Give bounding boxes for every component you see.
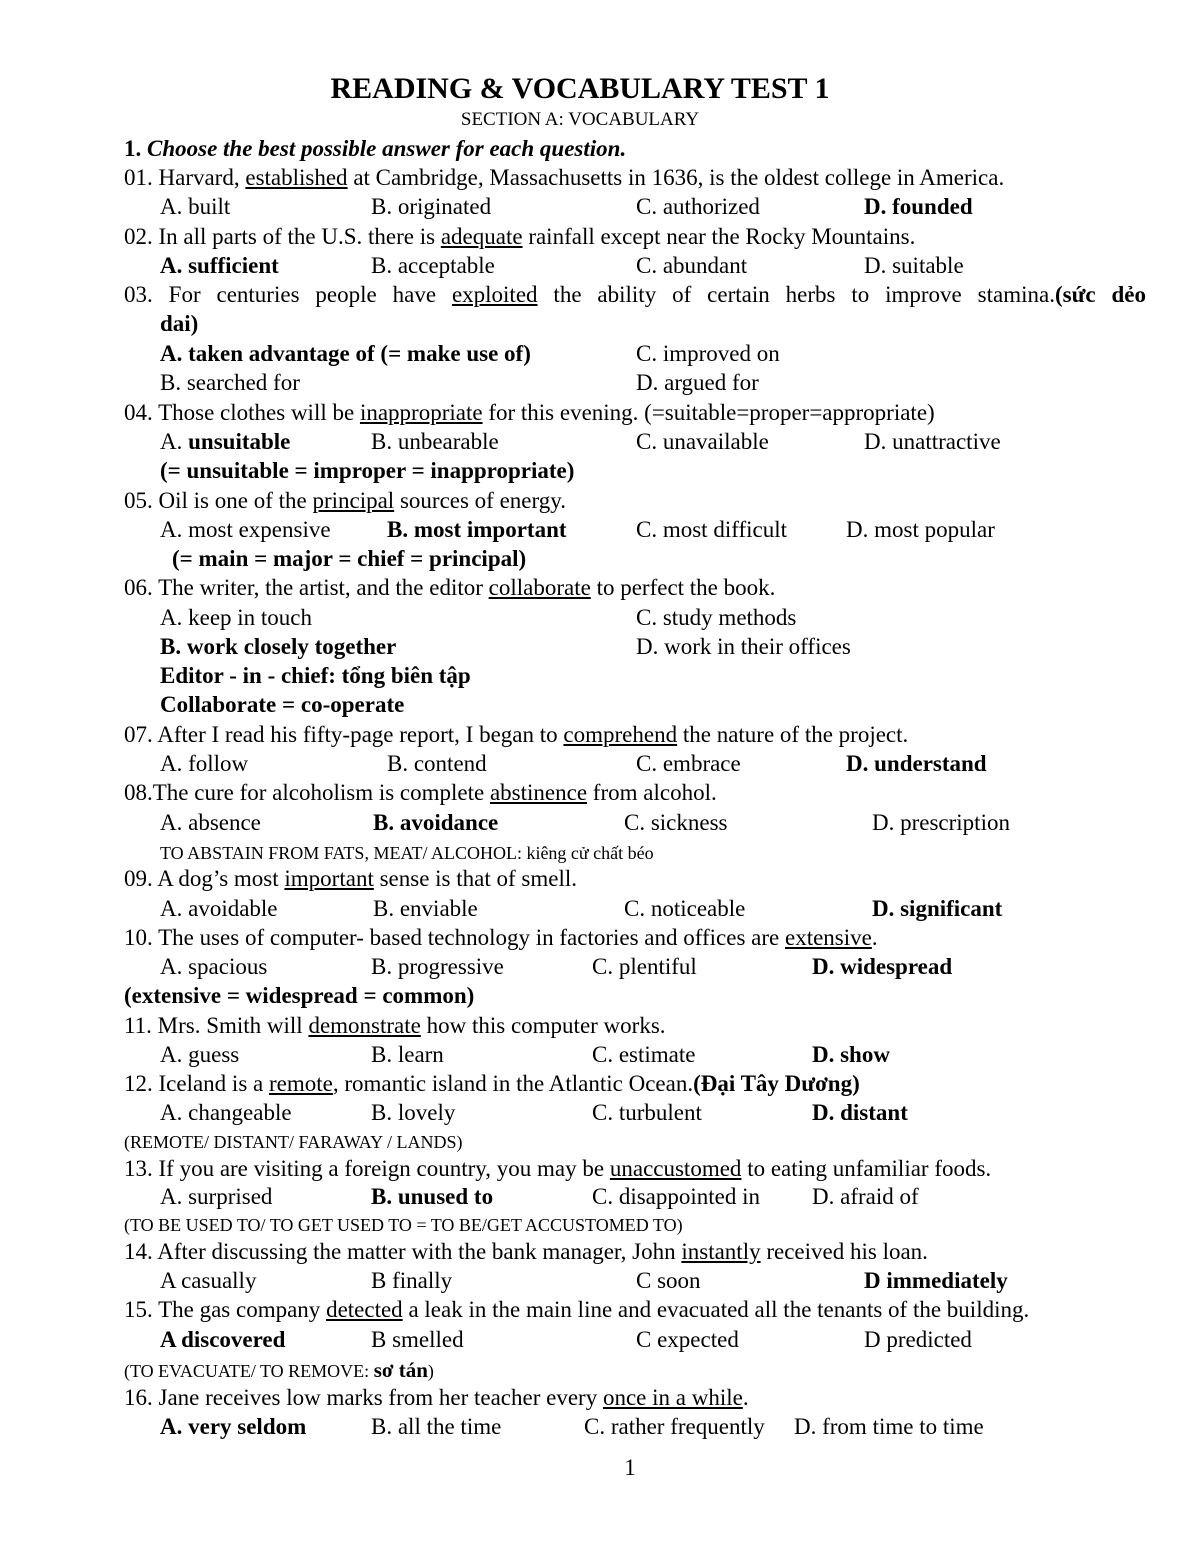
- option-01-d: D. founded: [864, 194, 973, 219]
- option-15-b: B smelled: [371, 1327, 464, 1352]
- instruction: 1. Choose the best possible answer for each question.: [124, 136, 627, 161]
- option-15-a: A discovered: [160, 1327, 286, 1352]
- option-14-a: A casually: [160, 1268, 257, 1293]
- question-14: 14. After discussing the matter with the bank manager, John instantly received his loan.: [124, 1239, 928, 1264]
- option-09-b: B. enviable: [373, 896, 478, 921]
- option-15-d: D predicted: [864, 1327, 972, 1352]
- option-16-a: A. very seldom: [160, 1414, 307, 1439]
- question-05: 05. Oil is one of the principal sources of energy.: [124, 488, 567, 513]
- option-06-d: D. work in their offices: [636, 634, 851, 659]
- option-14-c: C soon: [636, 1268, 701, 1293]
- question-16: 16. Jane receives low marks from her teacher every once in a while.: [124, 1385, 749, 1410]
- option-02-b: B. acceptable: [371, 253, 495, 278]
- target-word: established: [245, 165, 348, 190]
- option-07-c: C. embrace: [636, 751, 741, 776]
- question-04-note: (= unsuitable = improper = inappropriate): [160, 458, 575, 483]
- question-13-note: (TO BE USED TO/ TO GET USED TO = TO BE/GET ACCUSTOMED TO): [124, 1215, 683, 1235]
- option-02-c: C. abundant: [636, 253, 748, 278]
- option-16-b: B. all the time: [371, 1414, 502, 1439]
- option-16-d: D. from time to time: [794, 1414, 984, 1439]
- option-13-d: D. afraid of: [812, 1184, 919, 1209]
- question-02: 02. In all parts of the U.S. there is adequate rainfall except near the Rocky Mountains.: [124, 224, 916, 249]
- option-04-d: D. unattractive: [864, 429, 1001, 454]
- option-07-a: A. follow: [160, 751, 249, 776]
- option-08-c: C. sickness: [624, 810, 728, 835]
- option-10-a: A. spacious: [160, 954, 268, 979]
- question-06: 06. The writer, the artist, and the editor collaborate to perfect the book.: [124, 575, 776, 600]
- option-10-b: B. progressive: [371, 954, 504, 979]
- option-14-b: B finally: [371, 1268, 453, 1293]
- question-03-note: dai): [160, 311, 199, 336]
- option-04-c: C. unavailable: [636, 429, 769, 454]
- question-07: 07. After I read his fifty-page report, I began to comprehend the nature of the project.: [124, 722, 909, 747]
- option-04-b: B. unbearable: [371, 429, 499, 454]
- option-12-c: C. turbulent: [592, 1100, 702, 1125]
- option-12-b: B. lovely: [371, 1100, 456, 1125]
- option-13-a: A. surprised: [160, 1184, 273, 1209]
- option-02-d: D. suitable: [864, 253, 964, 278]
- option-03-d: D. argued for: [636, 370, 759, 395]
- question-06-note-2: Collaborate = co-operate: [160, 692, 405, 717]
- option-05-b: B. most important: [387, 517, 567, 542]
- option-05-d: D. most popular: [846, 517, 995, 542]
- option-08-b: B. avoidance: [373, 810, 499, 835]
- option-09-d: D. significant: [872, 896, 1003, 921]
- option-01-a: A. built: [160, 194, 231, 219]
- option-07-b: B. contend: [387, 751, 487, 776]
- option-03-b: B. searched for: [160, 370, 300, 395]
- option-05-c: C. most difficult: [636, 517, 787, 542]
- question-04: 04. Those clothes will be inappropriate for this evening. (=suitable=proper=appropriate): [124, 400, 935, 425]
- option-06-c: C. study methods: [636, 605, 797, 630]
- question-12-note: (REMOTE/ DISTANT/ FARAWAY / LANDS): [124, 1132, 463, 1152]
- question-15: 15. The gas company detected a leak in the main line and evacuated all the tenants of the building.: [124, 1297, 1030, 1322]
- option-16-c: C. rather frequently: [584, 1414, 765, 1439]
- option-03-a: A. taken advantage of (= make use of): [160, 341, 531, 366]
- option-10-c: C. plentiful: [592, 954, 697, 979]
- question-10: 10. The uses of computer- based technology in factories and offices are extensive.: [124, 925, 878, 950]
- option-06-a: A. keep in touch: [160, 605, 313, 630]
- option-11-d: D. show: [812, 1042, 890, 1067]
- option-11-b: B. learn: [371, 1042, 444, 1067]
- page-number: 1: [624, 1455, 636, 1480]
- option-13-b: B. unused to: [371, 1184, 494, 1209]
- question-03: 03. For centuries people have exploited the ability of certain herbs to improve stamina.(sức dẻo: [124, 282, 1146, 307]
- option-09-c: C. noticeable: [624, 896, 746, 921]
- option-02-a: A. sufficient: [160, 253, 279, 278]
- question-12: 12. Iceland is a remote, romantic island in the Atlantic Ocean.(Đại Tây Dương): [124, 1071, 860, 1096]
- option-12-a: A. changeable: [160, 1100, 292, 1125]
- option-04-a: A. unsuitable: [160, 429, 291, 454]
- option-08-a: A. absence: [160, 810, 261, 835]
- option-08-d: D. prescription: [872, 810, 1010, 835]
- option-13-c: C. disappointed in: [592, 1184, 761, 1209]
- option-12-d: D. distant: [812, 1100, 908, 1125]
- page-title: READING & VOCABULARY TEST 1: [330, 72, 830, 105]
- section-heading: SECTION A: VOCABULARY: [460, 109, 700, 130]
- question-06-note-1: Editor - in - chief: tổng biên tập: [160, 663, 471, 688]
- option-09-a: A. avoidable: [160, 896, 278, 921]
- option-06-b: B. work closely together: [160, 634, 397, 659]
- option-14-d: D immediately: [864, 1268, 1008, 1293]
- question-10-note: (extensive = widespread = common): [124, 983, 475, 1008]
- question-13: 13. If you are visiting a foreign country, you may be unaccustomed to eating unfamiliar foods.: [124, 1156, 992, 1181]
- question-11: 11. Mrs. Smith will demonstrate how this computer works.: [124, 1013, 666, 1038]
- question-01: 01. Harvard, established at Cambridge, Massachusetts in 1636, is the oldest college in America.: [124, 165, 1005, 190]
- question-08: 08.The cure for alcoholism is complete abstinence from alcohol.: [124, 780, 717, 805]
- option-10-d: D. widespread: [812, 954, 953, 979]
- option-03-c: C. improved on: [636, 341, 780, 366]
- option-05-a: A. most expensive: [160, 517, 331, 542]
- question-09: 09. A dog’s most important sense is that of smell.: [124, 866, 577, 891]
- option-11-a: A. guess: [160, 1042, 240, 1067]
- question-08-note: TO ABSTAIN FROM FATS, MEAT/ ALCOHOL: kiêng cử chất béo: [160, 843, 654, 863]
- option-07-d: D. understand: [846, 751, 987, 776]
- question-15-note: (TO EVACUATE/ TO REMOVE: sơ tán): [124, 1358, 434, 1382]
- option-15-c: C expected: [636, 1327, 739, 1352]
- question-05-note: (= main = major = chief = principal): [172, 546, 527, 571]
- option-11-c: C. estimate: [592, 1042, 696, 1067]
- option-01-c: C. authorized: [636, 194, 760, 219]
- option-01-b: B. originated: [371, 194, 492, 219]
